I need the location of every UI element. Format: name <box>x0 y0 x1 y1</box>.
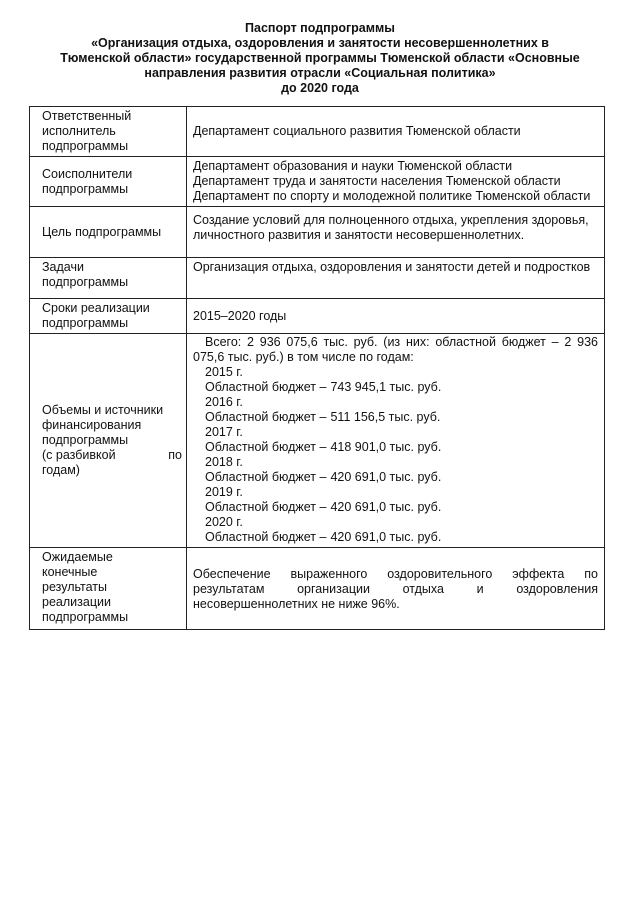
table-row-financing <box>30 334 605 548</box>
row-value <box>187 157 605 207</box>
co-executor: Департамент образования и науки Тюменской области <box>193 159 513 173</box>
financing-amount-row <box>193 530 598 545</box>
terms-value: 2015–2020 годы <box>193 308 287 323</box>
budget-label: Областной бюджет – <box>205 380 327 394</box>
header-line: направления развития отрасли «Социальная политика» <box>144 66 496 80</box>
table-row-co-executors <box>30 157 605 207</box>
label-line: подпрограммы <box>42 181 129 196</box>
label-line: Ожидаемые <box>42 550 113 564</box>
financing-years <box>193 365 598 545</box>
row-label <box>30 157 187 207</box>
row-label <box>30 334 187 548</box>
financing-amount-row <box>193 500 598 515</box>
financing-year: 2015 г. <box>205 365 243 379</box>
label-line: подпрограммы <box>42 610 129 624</box>
header-line: до 2020 года <box>281 81 359 95</box>
budget-amount: 743 945,1 тыс. руб. <box>330 380 442 394</box>
label-line: Сроки реализации <box>42 301 150 315</box>
label-line <box>42 448 182 463</box>
label-part: (с разбивкой <box>42 448 116 462</box>
label-line: Задачи <box>42 260 84 274</box>
label-line: Объемы и источники <box>42 403 164 417</box>
results-value: Обеспечение выраженного оздоровительного эффекта по результатам организации отдыха и оздоровления несовершеннолетних не ниже 96%. <box>193 567 598 611</box>
label-line: Ответственный <box>42 109 132 123</box>
financing-year: 2016 г. <box>205 395 243 409</box>
header-line: «Организация отдыха, оздоровления и занятости несовершеннолетних в <box>91 36 549 50</box>
financing-year: 2018 г. <box>205 455 243 469</box>
label-line: финансирования <box>42 418 142 432</box>
budget-amount: 420 691,0 тыс. руб. <box>330 470 442 484</box>
label-line: подпрограммы <box>42 433 129 447</box>
header-line: Тюменской области» государственной программы Тюменской области «Основные <box>60 51 580 65</box>
budget-label: Областной бюджет – <box>205 530 327 544</box>
budget-amount: 511 156,5 тыс. руб. <box>330 410 441 424</box>
row-label <box>30 207 187 258</box>
budget-amount: 418 901,0 тыс. руб. <box>330 440 442 454</box>
document-header <box>40 21 600 96</box>
responsible-value: Департамент социального развития Тюменской области <box>193 124 521 138</box>
table-row-responsible <box>30 107 605 157</box>
financing-amount-row <box>193 380 598 395</box>
budget-label: Областной бюджет – <box>205 440 327 454</box>
financing-amount-row <box>193 410 598 425</box>
table-row-tasks <box>30 258 605 299</box>
row-value <box>187 334 605 548</box>
row-label <box>30 258 187 299</box>
row-value <box>187 548 605 630</box>
row-value <box>187 258 605 299</box>
budget-amount: 420 691,0 тыс. руб. <box>330 500 442 514</box>
label-line: исполнитель <box>42 124 116 138</box>
label-line: реализации <box>42 595 111 609</box>
financing-year: 2020 г. <box>205 515 243 529</box>
label-line: Цель подпрограммы <box>42 224 162 239</box>
table-row-terms <box>30 299 605 334</box>
financing-year: 2019 г. <box>205 485 243 499</box>
label-line: подпрограммы <box>42 316 129 330</box>
budget-amount: 420 691,0 тыс. руб. <box>330 530 442 544</box>
financing-total: Всего: 2 936 075,6 тыс. руб. (из них: областной бюджет – 2 936 075,6 тыс. руб.) в том числе по годам: <box>193 335 598 364</box>
budget-label: Областной бюджет – <box>205 410 327 424</box>
co-executor: Департамент труда и занятости населения Тюменской области <box>193 174 561 188</box>
header-line: Паспорт подпрограммы <box>245 21 395 35</box>
financing-amount-row <box>193 470 598 485</box>
row-label <box>30 107 187 157</box>
budget-label: Областной бюджет – <box>205 500 327 514</box>
co-executor: Департамент по спорту и молодежной политике Тюменской области <box>193 189 591 203</box>
label-line: конечные <box>42 565 98 579</box>
table-row-goal <box>30 207 605 258</box>
label-line: результаты <box>42 580 107 594</box>
label-line: подпрограммы <box>42 275 129 289</box>
financing-amount-row <box>193 440 598 455</box>
row-value <box>187 299 605 334</box>
table-row-results <box>30 548 605 630</box>
row-value <box>187 107 605 157</box>
row-value <box>187 207 605 258</box>
label-line: годам) <box>42 463 80 477</box>
tasks-value: Организация отдыха, оздоровления и занятости детей и подростков <box>193 260 591 274</box>
financing-year: 2017 г. <box>205 425 243 439</box>
label-line: подпрограммы <box>42 139 129 153</box>
row-label <box>30 548 187 630</box>
budget-label: Областной бюджет – <box>205 470 327 484</box>
row-label <box>30 299 187 334</box>
passport-table <box>29 106 605 630</box>
label-line: Соисполнители <box>42 166 133 181</box>
label-part: по <box>168 448 182 462</box>
goal-value: Создание условий для полноценного отдыха, укрепления здоровья, личностного развития и занятости несовершеннолетних. <box>193 213 589 242</box>
